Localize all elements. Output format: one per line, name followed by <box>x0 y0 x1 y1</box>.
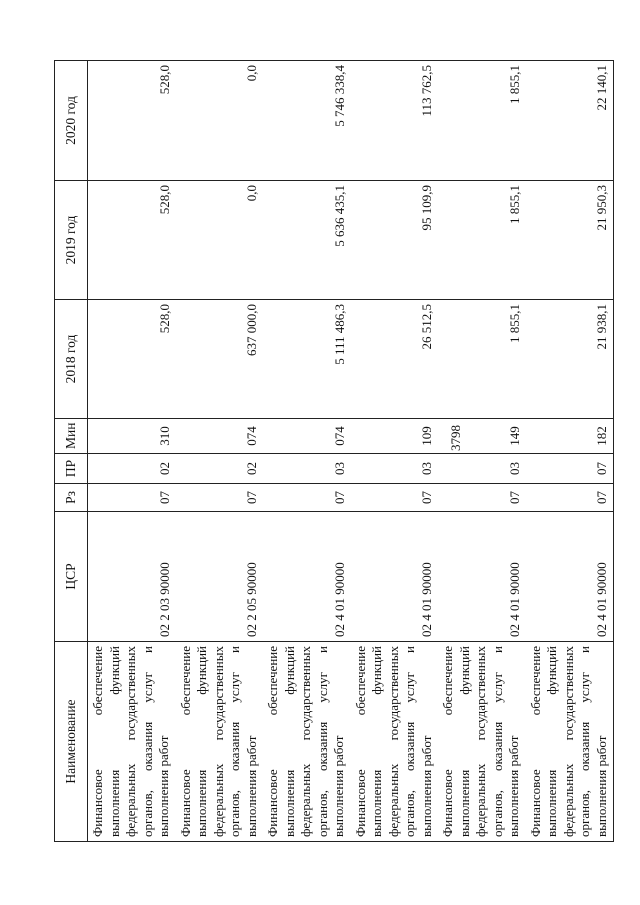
row-2019: 0,0 <box>176 181 264 300</box>
row-csr: 02 4 01 90000 <box>263 512 351 642</box>
page-number: 3798 <box>448 425 463 451</box>
row-name <box>351 642 439 842</box>
row-name-rest: выполнения функций федеральных государственных органов, оказания услуг и выполнения работ <box>456 646 521 837</box>
header-pr: ПР <box>55 454 88 484</box>
row-name-rest: выполнения функций федеральных государственных органов, оказания услуг и выполнения работ <box>544 646 609 837</box>
row-name <box>438 642 526 842</box>
row-name-word1: Финансовое <box>177 769 193 837</box>
rotated-table-container <box>54 61 609 842</box>
row-name <box>263 642 351 842</box>
row-2018: 528,0 <box>88 300 176 419</box>
table-row <box>263 61 351 842</box>
row-csr: 02 4 01 90000 <box>526 512 614 642</box>
row-csr: 02 2 05 90000 <box>176 512 264 642</box>
row-2019: 5 636 435,1 <box>263 181 351 300</box>
header-row <box>55 61 88 842</box>
row-name <box>526 642 614 842</box>
table-row <box>438 61 526 842</box>
row-name-rest: выполнения функций федеральных государственных органов, оказания услуг и выполнения работ <box>281 646 346 837</box>
row-2019: 95 109,9 <box>351 181 439 300</box>
row-min: 182 <box>526 419 614 454</box>
row-rz: 07 <box>88 484 176 512</box>
row-rz: 07 <box>263 484 351 512</box>
row-pr: 03 <box>263 454 351 484</box>
row-name-word1: Финансовое <box>352 769 368 837</box>
row-name-word1: Финансовое <box>440 769 455 837</box>
table-row <box>176 61 264 842</box>
header-csr: ЦСР <box>55 512 88 642</box>
header-min: Мин <box>55 419 88 454</box>
row-pr: 02 <box>88 454 176 484</box>
row-name-word2: обеспечение <box>90 646 105 716</box>
row-rz: 07 <box>526 484 614 512</box>
budget-table <box>54 60 614 842</box>
row-min: 149 <box>438 419 526 454</box>
row-name-word2: обеспечение <box>352 646 368 716</box>
table-row <box>88 61 176 842</box>
header-2018: 2018 год <box>55 300 88 419</box>
row-2018: 1 855,1 <box>438 300 526 419</box>
row-2020: 5 746 338,4 <box>263 61 351 181</box>
row-name <box>176 642 264 842</box>
row-csr: 02 4 01 90000 <box>351 512 439 642</box>
row-2019: 21 950,3 <box>526 181 614 300</box>
row-name-rest: выполнения функций федеральных государственных органов, оказания услуг и выполнения работ <box>194 646 259 837</box>
row-rz: 07 <box>176 484 264 512</box>
row-name-word1: Финансовое <box>90 769 105 837</box>
row-2018: 637 000,0 <box>176 300 264 419</box>
header-rz: Рз <box>55 484 88 512</box>
row-min: 310 <box>88 419 176 454</box>
row-pr: 03 <box>438 454 526 484</box>
row-2018: 5 111 486,3 <box>263 300 351 419</box>
row-2019: 528,0 <box>88 181 176 300</box>
row-2020: 22 140,1 <box>526 61 614 181</box>
row-2020: 528,0 <box>88 61 176 181</box>
row-name-word1: Финансовое <box>265 769 280 837</box>
row-pr: 02 <box>176 454 264 484</box>
header-2019: 2019 год <box>55 181 88 300</box>
row-rz: 07 <box>351 484 439 512</box>
row-name <box>88 642 176 842</box>
table-row <box>526 61 614 842</box>
row-name-rest: выполнения функций федеральных государственных органов, оказания услуг и выполнения работ <box>106 646 171 837</box>
row-pr: 03 <box>351 454 439 484</box>
row-name-word2: обеспечение <box>177 646 193 716</box>
row-name-word1: Финансовое <box>527 769 543 837</box>
row-pr: 07 <box>526 454 614 484</box>
row-name-rest: выполнения функций федеральных государственных органов, оказания услуг и выполнения работ <box>369 646 434 837</box>
row-2019: 1 855,1 <box>438 181 526 300</box>
table-row <box>351 61 439 842</box>
row-2020: 0,0 <box>176 61 264 181</box>
row-csr: 02 2 03 90000 <box>88 512 176 642</box>
row-2018: 26 512,5 <box>351 300 439 419</box>
row-name-word2: обеспечение <box>265 646 280 716</box>
header-2020: 2020 год <box>55 61 88 181</box>
row-csr: 02 4 01 90000 <box>438 512 526 642</box>
row-2020: 113 762,5 <box>351 61 439 181</box>
row-name-word2: обеспечение <box>527 646 543 716</box>
row-2018: 21 938,1 <box>526 300 614 419</box>
row-name-word2: обеспечение <box>440 646 455 716</box>
row-min: 074 <box>263 419 351 454</box>
row-min: 074 <box>176 419 264 454</box>
row-rz: 07 <box>438 484 526 512</box>
header-name: Наименование <box>55 642 88 842</box>
row-2020: 1 855,1 <box>438 61 526 181</box>
row-min: 109 <box>351 419 439 454</box>
